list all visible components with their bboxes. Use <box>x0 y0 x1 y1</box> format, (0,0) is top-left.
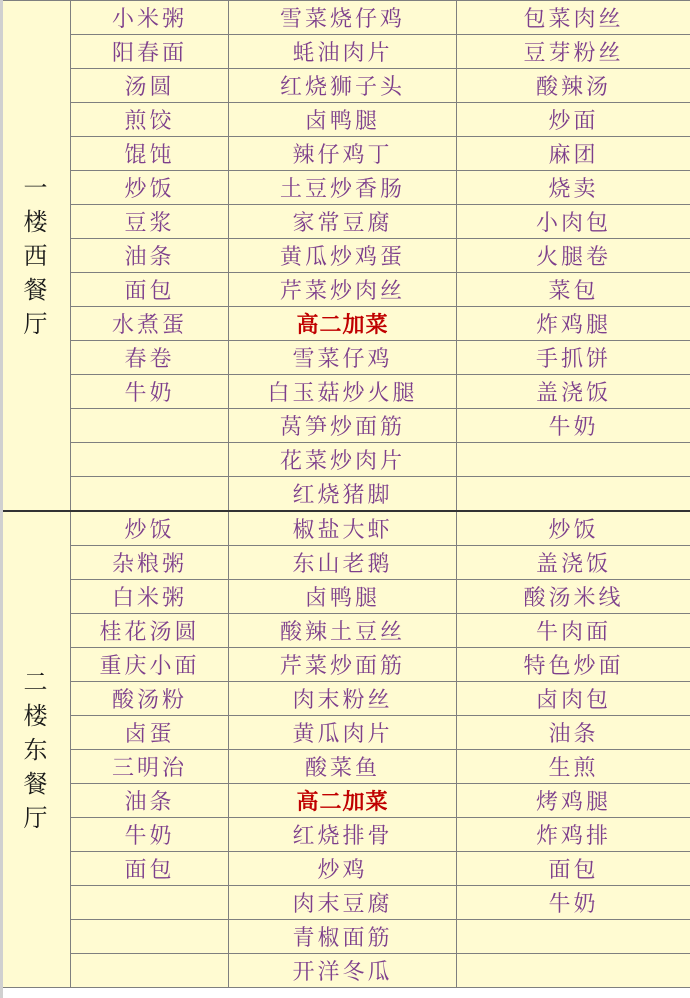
dish-cell-main: 蚝油肉片 <box>229 35 457 69</box>
dish-cell-snack: 火腿卷 <box>457 239 690 273</box>
dish-cell-breakfast: 油条 <box>71 239 229 273</box>
dish-cell-main: 白玉菇炒火腿 <box>229 375 457 409</box>
dish-cell-main: 椒盐大虾 <box>229 511 457 546</box>
dish-cell-snack: 手抓饼 <box>457 341 690 375</box>
menu-row <box>1 69 690 103</box>
dish-cell-main: 黄瓜肉片 <box>229 716 457 750</box>
dish-cell-breakfast <box>71 886 229 920</box>
left-edge-strip <box>0 0 3 998</box>
dish-cell-main: 肉末粉丝 <box>229 682 457 716</box>
dish-cell-snack: 牛奶 <box>457 409 690 443</box>
dish-cell-breakfast: 桂花汤圆 <box>71 614 229 648</box>
dish-cell-breakfast: 春卷 <box>71 341 229 375</box>
menu-row <box>1 511 690 546</box>
menu-row <box>1 784 690 818</box>
dish-cell-breakfast: 牛奶 <box>71 818 229 852</box>
dish-cell-snack: 包菜肉丝 <box>457 1 690 35</box>
dish-cell-breakfast: 白米粥 <box>71 580 229 614</box>
menu-row <box>1 409 690 443</box>
dish-cell-snack: 特色炒面 <box>457 648 690 682</box>
hall-name: 一楼西餐厅 <box>23 173 48 338</box>
dish-cell-breakfast: 小米粥 <box>71 1 229 35</box>
dish-cell-snack: 生煎 <box>457 750 690 784</box>
dish-cell-main: 雪菜烧仔鸡 <box>229 1 457 35</box>
dish-cell-snack <box>457 477 690 512</box>
menu-row <box>1 273 690 307</box>
menu-row <box>1 205 690 239</box>
menu-row <box>1 682 690 716</box>
dish-cell-breakfast: 煎饺 <box>71 103 229 137</box>
menu-row <box>1 103 690 137</box>
dish-cell-snack: 卤肉包 <box>457 682 690 716</box>
dish-cell-breakfast <box>71 920 229 954</box>
dish-cell-snack: 烤鸡腿 <box>457 784 690 818</box>
hall-label-1 <box>1 1 71 512</box>
dish-cell-snack <box>457 920 690 954</box>
dish-cell-main: 红烧狮子头 <box>229 69 457 103</box>
dish-cell-snack: 炸鸡排 <box>457 818 690 852</box>
dish-cell-main: 花菜炒肉片 <box>229 443 457 477</box>
dish-cell-breakfast <box>71 409 229 443</box>
dish-cell-breakfast: 炒饭 <box>71 171 229 205</box>
dish-cell-breakfast: 牛奶 <box>71 375 229 409</box>
dish-cell-snack: 烧卖 <box>457 171 690 205</box>
menu-row <box>1 477 690 512</box>
dish-cell-breakfast: 酸汤粉 <box>71 682 229 716</box>
dish-cell-breakfast <box>71 954 229 988</box>
dish-cell-snack: 油条 <box>457 716 690 750</box>
dish-cell-snack: 牛肉面 <box>457 614 690 648</box>
dish-cell-snack: 豆芽粉丝 <box>457 35 690 69</box>
dish-cell-snack <box>457 443 690 477</box>
hall-name: 二楼东餐厅 <box>23 667 48 832</box>
dish-cell-snack: 炸鸡腿 <box>457 307 690 341</box>
menu-row <box>1 920 690 954</box>
dish-cell-breakfast: 油条 <box>71 784 229 818</box>
menu-row <box>1 580 690 614</box>
menu-table-body <box>1 1 690 988</box>
menu-row <box>1 648 690 682</box>
menu-row <box>1 852 690 886</box>
menu-row <box>1 375 690 409</box>
dish-cell-snack: 面包 <box>457 852 690 886</box>
menu-row <box>1 818 690 852</box>
dish-cell-main: 红烧排骨 <box>229 818 457 852</box>
dish-cell-breakfast: 面包 <box>71 273 229 307</box>
dish-cell-main: 东山老鹅 <box>229 546 457 580</box>
dish-cell-snack: 盖浇饭 <box>457 375 690 409</box>
menu-row <box>1 341 690 375</box>
menu-row <box>1 443 690 477</box>
dish-cell-breakfast: 水煮蛋 <box>71 307 229 341</box>
dish-cell-main: 肉末豆腐 <box>229 886 457 920</box>
dish-cell-breakfast: 阳春面 <box>71 35 229 69</box>
menu-row <box>1 35 690 69</box>
dish-cell-breakfast: 卤蛋 <box>71 716 229 750</box>
dish-cell-breakfast: 汤圆 <box>71 69 229 103</box>
menu-row <box>1 614 690 648</box>
dish-cell-main: 高二加菜 <box>229 307 457 341</box>
dish-cell-main: 辣仔鸡丁 <box>229 137 457 171</box>
dish-cell-main: 开洋冬瓜 <box>229 954 457 988</box>
dish-cell-main: 莴笋炒面筋 <box>229 409 457 443</box>
dish-cell-breakfast: 炒饭 <box>71 511 229 546</box>
dish-cell-main: 卤鸭腿 <box>229 580 457 614</box>
menu-row <box>1 239 690 273</box>
dish-cell-main: 芹菜炒肉丝 <box>229 273 457 307</box>
dish-cell-breakfast: 重庆小面 <box>71 648 229 682</box>
dish-cell-main: 家常豆腐 <box>229 205 457 239</box>
dish-cell-breakfast: 面包 <box>71 852 229 886</box>
menu-row <box>1 546 690 580</box>
dish-cell-breakfast: 馄饨 <box>71 137 229 171</box>
hall-label-2 <box>1 511 71 988</box>
dish-cell-snack: 盖浇饭 <box>457 546 690 580</box>
dish-cell-snack: 牛奶 <box>457 886 690 920</box>
dish-cell-main: 土豆炒香肠 <box>229 171 457 205</box>
dish-cell-main: 芹菜炒面筋 <box>229 648 457 682</box>
dish-cell-breakfast <box>71 477 229 512</box>
dish-cell-main: 卤鸭腿 <box>229 103 457 137</box>
dish-cell-snack: 炒面 <box>457 103 690 137</box>
dish-cell-main: 红烧猪脚 <box>229 477 457 512</box>
dish-cell-snack: 小肉包 <box>457 205 690 239</box>
menu-row <box>1 716 690 750</box>
menu-row <box>1 171 690 205</box>
menu-row <box>1 954 690 988</box>
dish-cell-main: 青椒面筋 <box>229 920 457 954</box>
menu-row <box>1 307 690 341</box>
dish-cell-snack: 酸汤米线 <box>457 580 690 614</box>
menu-row <box>1 137 690 171</box>
menu-row <box>1 1 690 35</box>
dish-cell-main: 酸辣土豆丝 <box>229 614 457 648</box>
dish-cell-main: 炒鸡 <box>229 852 457 886</box>
dish-cell-main: 黄瓜炒鸡蛋 <box>229 239 457 273</box>
dish-cell-snack: 酸辣汤 <box>457 69 690 103</box>
dish-cell-breakfast <box>71 443 229 477</box>
dish-cell-breakfast: 三明治 <box>71 750 229 784</box>
menu-row <box>1 750 690 784</box>
menu-row <box>1 886 690 920</box>
dish-cell-snack: 菜包 <box>457 273 690 307</box>
dish-cell-snack: 麻团 <box>457 137 690 171</box>
dish-cell-snack <box>457 954 690 988</box>
dish-cell-snack: 炒饭 <box>457 511 690 546</box>
dish-cell-main: 高二加菜 <box>229 784 457 818</box>
dish-cell-main: 雪菜仔鸡 <box>229 341 457 375</box>
dish-cell-main: 酸菜鱼 <box>229 750 457 784</box>
dish-cell-breakfast: 豆浆 <box>71 205 229 239</box>
dish-cell-breakfast: 杂粮粥 <box>71 546 229 580</box>
